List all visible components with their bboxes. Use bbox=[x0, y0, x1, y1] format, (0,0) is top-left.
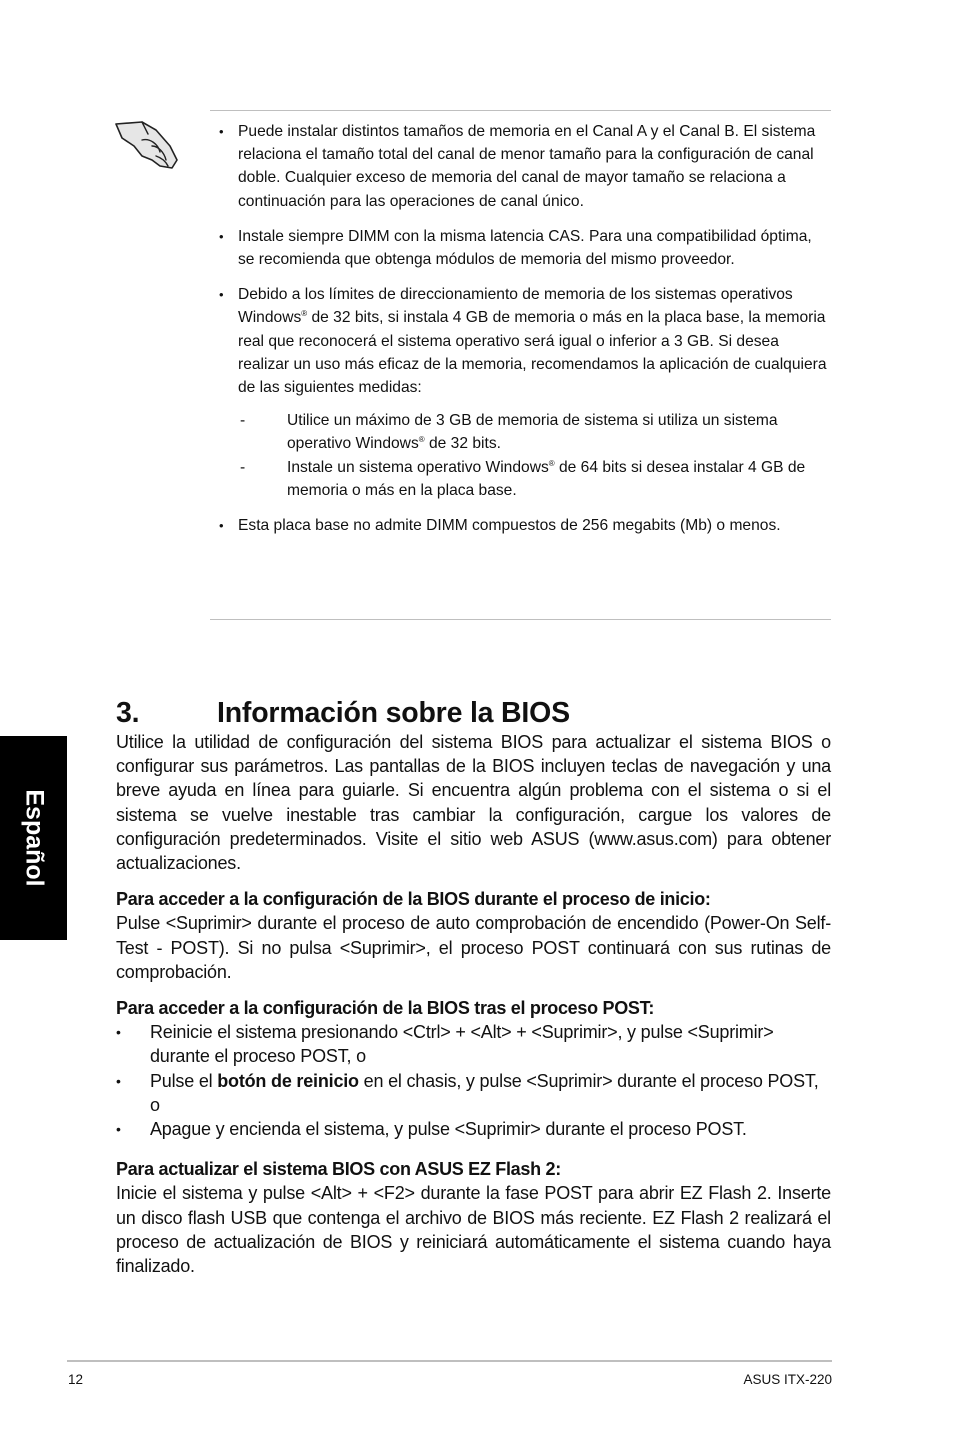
registered-mark: ® bbox=[548, 458, 555, 468]
note-sub-list bbox=[238, 409, 832, 502]
note-sub-item-text: de 64 bits si desea instalar 4 GB de memoria o más en la placa base. bbox=[287, 458, 806, 499]
subheading-ezflash: Para actualizar el sistema BIOS con ASUS EZ Flash 2: bbox=[116, 1159, 561, 1180]
footer-divider bbox=[67, 1360, 832, 1362]
note-sub-item-text: de 32 bits. bbox=[424, 435, 501, 453]
note-sub-item bbox=[238, 409, 832, 455]
list-item-text: en el chasis, y pulse <Suprimir> durante el proceso POST, o bbox=[150, 1070, 819, 1115]
note-item-text: Esta placa base no admite DIMM compuestos de 256 megabits (Mb) o menos. bbox=[238, 517, 781, 535]
list-item-text: Pulse el bbox=[150, 1070, 218, 1091]
registered-mark: ® bbox=[418, 435, 425, 445]
subheading-post: Para acceder a la configuración de la BIOS tras el proceso POST: bbox=[116, 998, 655, 1019]
list-item-text: Apague y encienda el sistema, y pulse <Suprimir> durante el proceso POST. bbox=[150, 1119, 747, 1140]
note-sub-item bbox=[238, 456, 832, 502]
ezflash-paragraph: Inicie el sistema y pulse <Alt> + <F2> durante la fase POST para abrir EZ Flash 2. Inserte un disco flash USB que contenga el archivo de BIOS más reciente. EZ Flash 2 realizará el proceso de actualización de BIOS y reiniciará automáticamente el sistema cuando haya finalizado. bbox=[116, 1183, 831, 1277]
startup-paragraph: Pulse <Suprimir> durante el proceso de auto comprobación de encendido (Power-On Self-Test - POST). Si no pulsa <Suprimir>, el proceso POST continuará con sus rutinas de comprobación. bbox=[116, 913, 831, 982]
note-item bbox=[218, 120, 832, 213]
dash: - bbox=[240, 458, 246, 476]
reset-button-text: botón de reinicio bbox=[217, 1070, 359, 1091]
note-item-text: Debido a los límites de direccionamiento de memoria de los sistemas operativos Windows bbox=[238, 286, 793, 327]
list-item bbox=[116, 1020, 831, 1068]
list-item bbox=[116, 1117, 831, 1141]
list-item-text: Reinicie el sistema presionando <Ctrl> + <Alt> + <Suprimir>, y pulse <Suprimir> durante el proceso POST, o bbox=[150, 1022, 774, 1067]
note-item-text: Puede instalar distintos tamaños de memoria en el Canal A y el Canal B. El sistema relaciona el tamaño total del canal de menor tamaño para la configuración de canal doble. Cualquier exceso de memoria del canal de mayor tamaño se relaciona a continuación para las operaciones de canal único. bbox=[238, 123, 816, 210]
post-list bbox=[116, 1020, 831, 1141]
dash: - bbox=[240, 412, 246, 430]
note-item bbox=[218, 514, 832, 537]
registered-mark: ® bbox=[301, 309, 308, 319]
hand-note-icon bbox=[112, 116, 182, 172]
list-item bbox=[116, 1069, 831, 1117]
note-item-text: Instale siempre DIMM con la misma latencia CAS. Para una compatibilidad óptima, se recomienda que obtenga módulos de memoria del mismo proveedor. bbox=[238, 227, 812, 269]
note-sub-item-text: Instale un sistema operativo Windows bbox=[287, 458, 549, 476]
bullet: • bbox=[219, 287, 224, 303]
page-number: 12 bbox=[68, 1372, 84, 1387]
language-tab-label: Español bbox=[20, 789, 48, 887]
product-model: ASUS ITX-220 bbox=[743, 1372, 832, 1387]
subheading-startup: Para acceder a la configuración de la BIOS durante el proceso de inicio: bbox=[116, 889, 711, 910]
bullet: • bbox=[219, 124, 224, 139]
main-content bbox=[116, 696, 831, 1278]
bullet: • bbox=[116, 1024, 121, 1041]
bullet: • bbox=[219, 518, 224, 534]
note-item bbox=[218, 283, 832, 502]
note-list bbox=[218, 120, 832, 549]
note-sub-item-text: Utilice un máximo de 3 GB de memoria de sistema si utiliza un sistema operativo Windows bbox=[287, 412, 778, 453]
bullet: • bbox=[219, 228, 224, 244]
section-title-text: Información sobre la BIOS bbox=[217, 697, 570, 729]
bullet: • bbox=[116, 1072, 121, 1089]
note-item-text: de 32 bits, si instala 4 GB de memoria o más en la placa base, la memoria real que reconocerá el sistema operativo será igual o inferior a 3 GB. Si desea realizar un uso más eficaz de la memoria, recomendamos la aplicación de cualquiera de las siguientes medidas: bbox=[238, 309, 827, 397]
note-item bbox=[218, 225, 832, 271]
intro-paragraph: Utilice la utilidad de configuración del sistema BIOS para actualizar el sistema BIOS o configurar sus parámetros. Las pantallas de la BIOS incluyen teclas de navegación y una breve ayuda en línea para guiarle. Si encuentra algún problema con el sistema o si el sistema se vuelve inestable tras cambiar la configuración, cargue los valores de configuración predeterminados. Visite el sitio web ASUS (www.asus.com) para obtener actualizaciones. bbox=[116, 732, 831, 874]
section-number: 3. bbox=[116, 697, 140, 729]
bullet: • bbox=[116, 1121, 121, 1138]
section-title bbox=[116, 696, 831, 730]
language-tab bbox=[0, 736, 67, 940]
